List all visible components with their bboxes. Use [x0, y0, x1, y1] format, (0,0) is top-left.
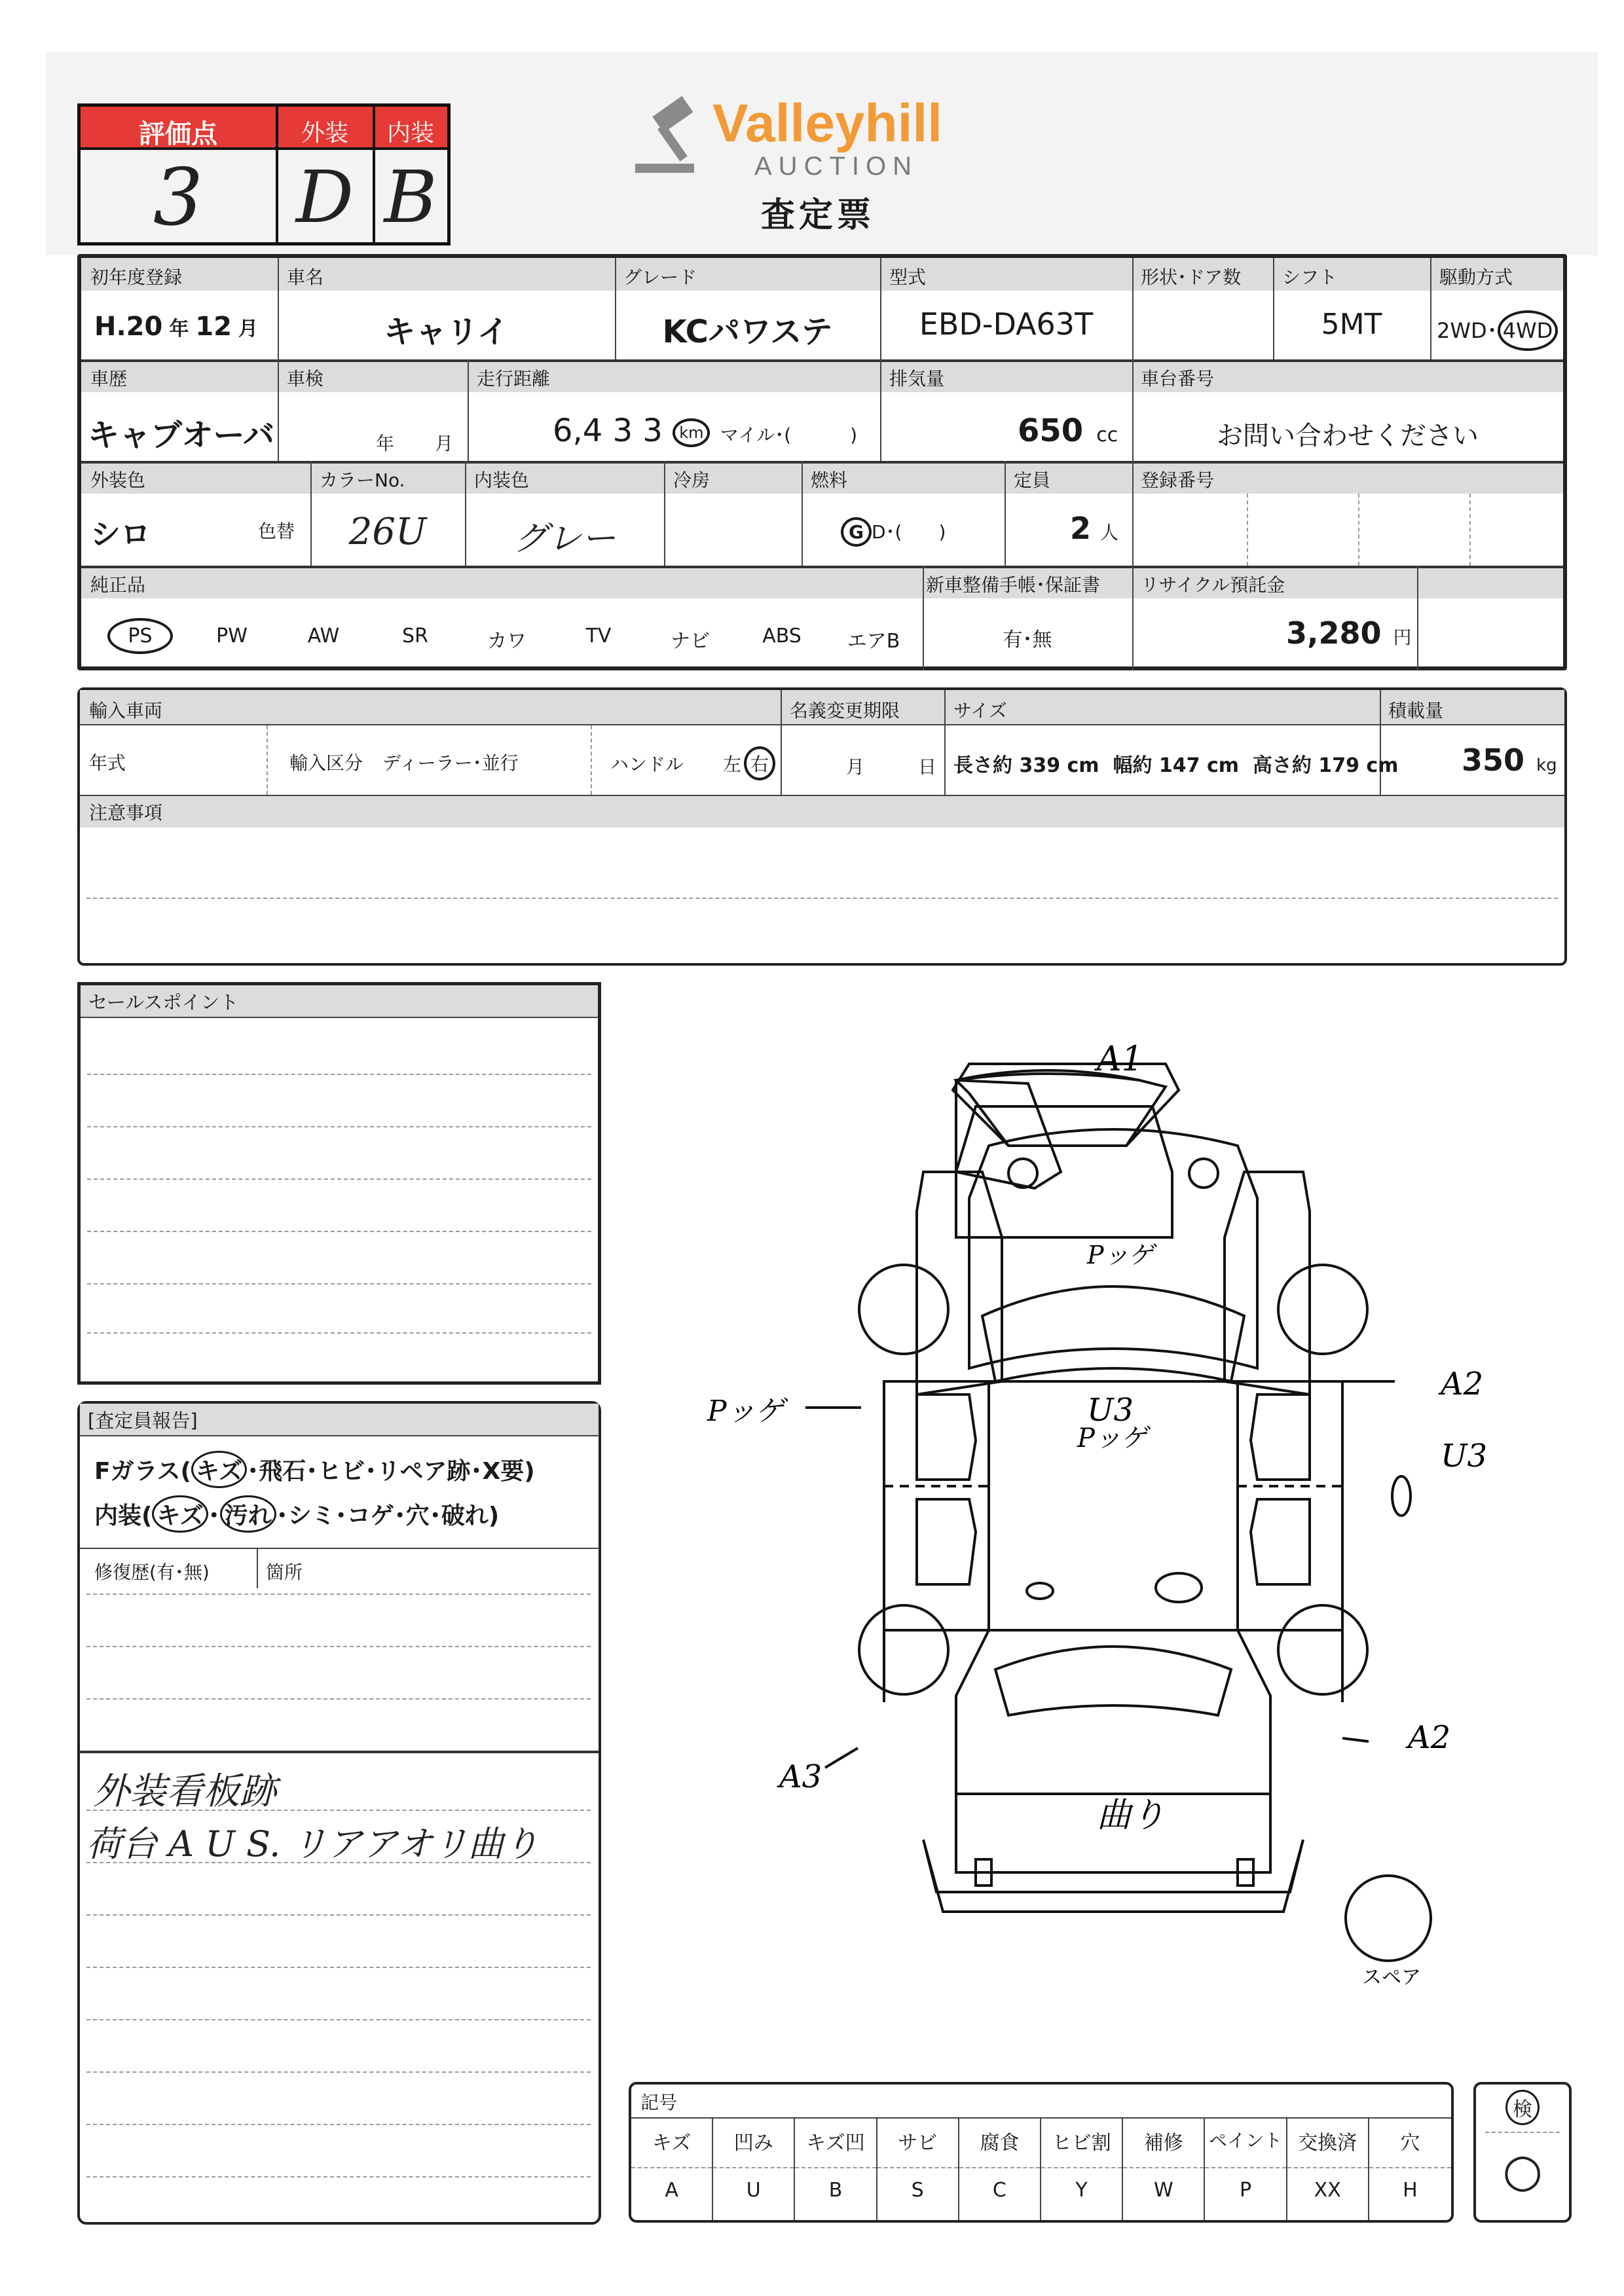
name-change-label: 名義変更期限 [790, 700, 900, 721]
reg-no-label: 登録番号 [1141, 469, 1215, 491]
recycle-label: リサイクル預託金 [1141, 574, 1285, 596]
int-scratch-circled: キズ [152, 1495, 208, 1533]
logo-name: Valleyhill [712, 94, 942, 153]
rear-bumper [923, 1840, 1303, 1912]
fuel-gas-circled: G [841, 517, 872, 547]
side-window-left-2 [917, 1499, 976, 1584]
equip-label: 純正品 [90, 574, 146, 596]
legend-item: 腐食 C [959, 2117, 1041, 2220]
equip-aw: AW [307, 625, 340, 647]
interior-label: 内装 [386, 120, 434, 147]
exterior-grade: D [295, 155, 354, 239]
report-label: [査定員報告] [80, 1404, 599, 1436]
interior-line: 内装( キズ ･ 汚れ ･シミ･コゲ･穴･破れ) [94, 1495, 499, 1533]
name-change-day: 日 [918, 756, 937, 778]
side-window-left-1 [917, 1394, 976, 1480]
handle-right-circled: 右 [744, 746, 775, 780]
rear-body [956, 1630, 1270, 1794]
wheel-rear-left [859, 1605, 948, 1694]
wheel-rear-right [1278, 1605, 1367, 1694]
import-label: 輸入車両 [89, 700, 163, 721]
name-label: 車名 [287, 266, 324, 288]
score-label: 評価点 [139, 119, 217, 149]
fuel-value: G D･( ) [841, 517, 946, 547]
score-value: 3 [153, 153, 204, 244]
legend-item: キズ A [631, 2117, 713, 2220]
manual-value: 有･無 [1003, 629, 1052, 651]
dent-mark-side [1392, 1476, 1411, 1516]
equip-navi: ナビ [671, 630, 710, 653]
side-window-right-2 [1251, 1499, 1310, 1584]
fender-right [1225, 1172, 1310, 1394]
fender-left [917, 1172, 1002, 1394]
report-box [77, 1401, 601, 2225]
equip-airbag: エアB [847, 630, 900, 653]
sales-label: セールスポイント [81, 985, 598, 1018]
legend-item: ヒビ割 Y [1041, 2117, 1123, 2220]
inspection-month: 月 [435, 433, 454, 454]
check-box [1473, 2082, 1572, 2223]
glass-line: Fガラス( キズ ･飛石･ヒビ･リペア跡･X要) [94, 1451, 535, 1488]
size-value: 長さ約 339 cm 幅約 147 cm 高さ約 179 cm [953, 754, 1399, 777]
first-reg-label: 初年度登録 [90, 266, 183, 288]
diag-pukke-top: Pッゲ [1087, 1241, 1154, 1269]
history-value: キャブオーバ [88, 417, 275, 454]
ext-color-label: 外装色 [90, 469, 146, 491]
diag-pukke-center: Pッゲ [1077, 1423, 1147, 1453]
car-diagram [707, 1040, 1539, 1990]
int-dirt-circled: 汚れ [220, 1495, 276, 1533]
diag-pukke-left: Pッゲ [707, 1394, 784, 1428]
wheel-front-left [859, 1265, 948, 1354]
chassis-value: お問い合わせください [1217, 421, 1479, 451]
report-handwritten-1: 外装看板跡 [93, 1770, 276, 1813]
shift-label: シフト [1282, 266, 1338, 288]
name-change-month: 月 [846, 756, 865, 778]
vehicle-name: キャリイ [384, 314, 509, 350]
size-label: サイズ [953, 700, 1007, 721]
handle: ハンドル 左 右 [610, 746, 775, 780]
grade-label: グレード [623, 266, 697, 288]
capacity-value: 2 人 [1070, 511, 1119, 546]
vehicle-table [77, 254, 1567, 670]
equip-leather: カワ [487, 630, 526, 653]
windshield [982, 1286, 1244, 1381]
diag-u3-center: U3 [1087, 1392, 1134, 1429]
logo-sub: AUCTION [754, 152, 918, 181]
load-value: 350 kg [1462, 742, 1557, 778]
rear-window [995, 1647, 1231, 1715]
repair-label: 修復歴(有･無) [94, 1561, 210, 1583]
doc-title: 査定票 [761, 196, 876, 235]
headlight-left [1008, 1159, 1037, 1188]
model-value: EBD-DA63T [919, 306, 1094, 342]
color-no-value: 26U [348, 511, 427, 553]
displacement-label: 排気量 [889, 368, 945, 390]
load-label: 積載量 [1388, 700, 1444, 721]
km-circled: km [673, 418, 710, 447]
equip-sr: SR [402, 625, 428, 647]
drive-4wd-circled: 4WD [1498, 310, 1559, 351]
displacement-value: 650 cc [1018, 412, 1118, 449]
check-label-wrap [1476, 2090, 1569, 2125]
legend-item: サビ S [877, 2117, 959, 2220]
legend-item: 補修 W [1123, 2117, 1205, 2220]
mileage-label: 走行距離 [477, 368, 551, 390]
import-class: 輸入区分 ディーラー･並行 [289, 752, 519, 774]
roof-panel [956, 1074, 1166, 1146]
int-color-label: 内装色 [474, 469, 530, 491]
equip-abs: ABS [762, 625, 802, 647]
diag-a2-bottom: A2 [1408, 1719, 1451, 1756]
equip-pw: PW [216, 625, 248, 647]
shift-value: 5MT [1321, 308, 1382, 341]
drive-value: 2WD･ 4WD [1437, 310, 1558, 351]
equipment-list [107, 618, 919, 654]
headlight-right [1189, 1159, 1218, 1188]
capacity-label: 定員 [1014, 469, 1051, 491]
legend-item: 交換済 XX [1287, 2117, 1369, 2220]
manual-label: 新車整備手帳･保証書 [926, 574, 1101, 596]
history-label: 車歴 [90, 368, 128, 390]
glass-scratch-circled: キズ [191, 1451, 247, 1488]
equip-ps: PS [107, 618, 173, 654]
legend-label: 記号 [640, 2092, 678, 2113]
legend-item: 凹み U [713, 2117, 795, 2220]
first-reg-value: H.20 年 12 月 [94, 312, 259, 342]
drive-label: 駆動方式 [1439, 266, 1513, 288]
fuel-label: 燃料 [811, 469, 848, 491]
notes-label: 注意事項 [89, 802, 163, 824]
chassis-label: 車台番号 [1141, 368, 1215, 390]
check-label: 検 [1505, 2090, 1540, 2125]
gavel-icon [629, 92, 720, 183]
diag-a2-top: A2 [1441, 1366, 1484, 1402]
location-label: 箇所 [266, 1561, 303, 1583]
score-box [77, 103, 451, 246]
diag-bend: 曲り [1097, 1796, 1166, 1835]
recycle-value: 3,280 円 [1286, 615, 1412, 651]
inspection-label: 車検 [287, 368, 324, 390]
diag-a3: A3 [779, 1758, 822, 1795]
logo [629, 92, 995, 235]
legend-item: キズ凹 B [795, 2117, 877, 2220]
legend-item: ペイント P [1205, 2117, 1287, 2220]
grade-value: KCパワステ [662, 314, 833, 350]
model-label: 型式 [889, 266, 927, 288]
ac-label: 冷房 [673, 469, 710, 491]
wheel-front-right [1278, 1265, 1367, 1354]
body-label: 形状･ドア数 [1141, 266, 1242, 288]
color-no-label: カラーNo. [320, 469, 405, 491]
equip-tv: TV [585, 625, 612, 647]
check-mark: ○ [1502, 2143, 1543, 2197]
import-year-label: 年式 [89, 752, 126, 774]
int-color-value: グレー [513, 519, 616, 558]
dent-mark-right [1156, 1573, 1202, 1602]
spare-tire [1346, 1876, 1431, 1961]
mileage-value: 6,4 3 3 km マイル･( ) [553, 412, 858, 449]
legend-item: 穴 H [1369, 2117, 1451, 2220]
dent-mark-left [1027, 1583, 1053, 1599]
diag-a1: A1 [1097, 1040, 1143, 1079]
import-table [77, 687, 1567, 966]
interior-grade: B [384, 155, 437, 239]
sales-point-box [77, 982, 601, 1385]
side-window-right-1 [1251, 1394, 1310, 1480]
diag-u3-right: U3 [1441, 1438, 1487, 1474]
exterior-label: 外装 [301, 120, 348, 147]
inspection-year: 年 [376, 433, 395, 454]
diag-spare: スペア [1362, 1966, 1421, 1989]
repaint-label: 色替 [258, 520, 295, 542]
legend-box [629, 2082, 1454, 2223]
legend-grid [631, 2117, 1451, 2220]
report-handwritten-2: 荷台 A U S. リアアオリ曲り [86, 1823, 539, 1865]
ext-color-value: シロ [90, 517, 151, 552]
